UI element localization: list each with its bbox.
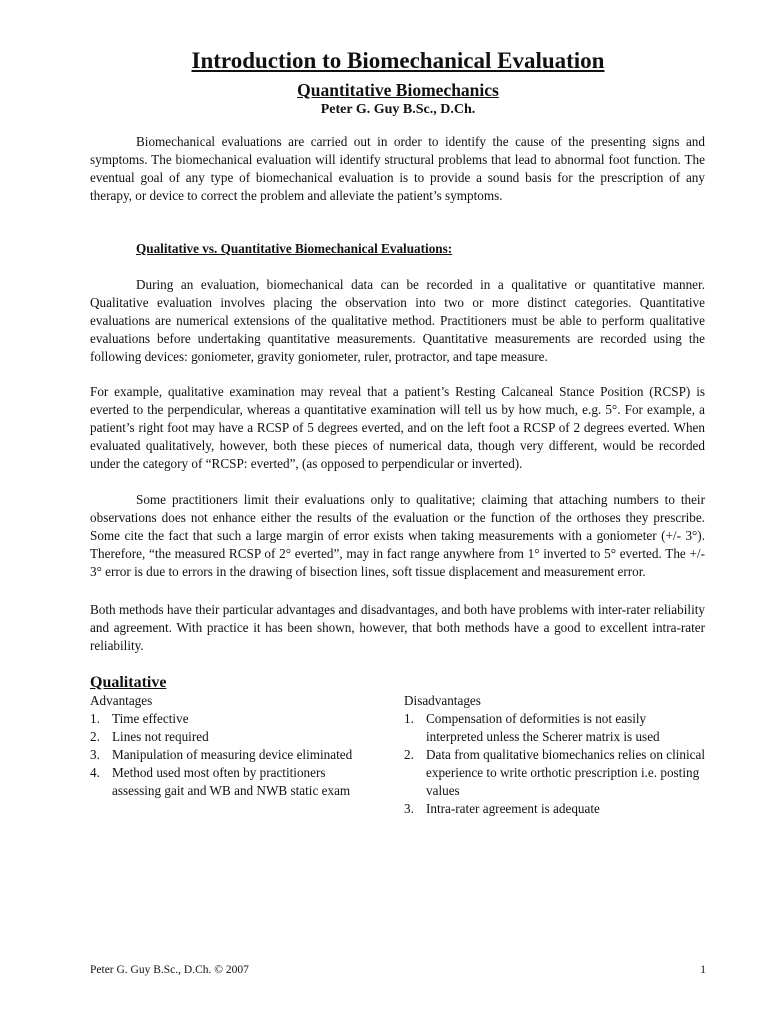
disadvantages-column: [404, 692, 706, 818]
advantages-list: [90, 710, 360, 800]
list-item: 2. Lines not required: [90, 729, 209, 744]
document-title: Introduction to Biomechanical Evaluation: [191, 48, 605, 73]
paragraph-both-methods: Both methods have their particular advantages and disadvantages, and both have problems with inter-rater reliability and agreement. With practice it has been shown, however, that both methods have a good to excellent intra-rater reliability.: [90, 602, 705, 653]
footer-copyright: Peter G. Guy B.Sc., D.Ch. © 2007: [90, 964, 249, 976]
author-line: Peter G. Guy B.Sc., D.Ch.: [320, 102, 476, 117]
section-heading: Qualitative vs. Quantitative Biomechanical Evaluations:: [136, 241, 453, 256]
list-item: 2. Data from qualitative biomechanics relies on clinical experience to write orthotic prescription i.e. posting values: [404, 747, 706, 798]
page-number: 1: [700, 964, 706, 976]
paragraph-devices: During an evaluation, biomechanical data can be recorded in a qualitative or quantitative manner. Qualitative evaluation involves placing the observation into two or more distinct categories. Quantitative evaluations are numerical extensions of the qualitative method. Practitioners must be able to perform qualitative evaluations before undertaking quantitative measurements. Quantitative measurements are recorded using the following devices: goniometer, gravity goniometer, ruler, protractor, and tape measure.: [90, 277, 705, 364]
list-item: 1. Time effective: [90, 711, 189, 726]
intro-paragraph: Biomechanical evaluations are carried out in order to identify the cause of the presenting signs and symptoms. The biomechanical evaluation will identify structural problems that lead to abnormal foot function. The eventual goal of any type of biomechanical evaluation is to provide a sound basis for the prescription of any therapy, or device to correct the problem and alleviate the patient’s symptoms.: [90, 134, 705, 203]
paragraph-practitioners: Some practitioners limit their evaluations only to qualitative; claiming that attaching numbers to their observations does not enhance either the results of the evaluation or the function of the orthoses they prescribe. Some cite the fact that such a large margin of error exists when taking measurements with a goniometer (+/- 3°). Therefore, “the measured RCSP of 2° everted”, may in fact range anywhere from 1° inverted to 5° everted. The +/- 3° error is due to errors in the drawing of bisection lines, soft tissue displacement and measurement error.: [90, 492, 705, 579]
advantages-label: Advantages: [90, 693, 153, 708]
qualitative-heading: Qualitative: [90, 674, 167, 691]
list-item: 3. Intra-rater agreement is adequate: [404, 801, 600, 816]
list-item: 1. Compensation of deformities is not easily interpreted unless the Scherer matrix is used: [404, 711, 660, 744]
disadvantages-list: [404, 710, 706, 818]
disadvantages-label: Disadvantages: [404, 693, 481, 708]
document-subtitle: Quantitative Biomechanics: [297, 80, 499, 100]
advantages-column: [90, 692, 360, 800]
list-item: 4. Method used most often by practitioners assessing gait and WB and NWB static exam: [90, 765, 351, 798]
list-item: 3. Manipulation of measuring device eliminated: [90, 747, 353, 762]
paragraph-rcsp-example: For example, qualitative examination may reveal that a patient’s Resting Calcaneal Stance Position (RCSP) is everted to the perpendicular, whereas a quantitative examination will tell us by how much, e.g. 5°. For example, a patient’s right foot may have a RCSP of 5 degrees everted, and on the left foot a RCSP of 2 degrees everted. When evaluated qualitatively, however, both these pieces of numerical data, though very different, would be recorded under the category of “RCSP: everted”, (as opposed to perpendicular or inverted).: [90, 384, 705, 471]
